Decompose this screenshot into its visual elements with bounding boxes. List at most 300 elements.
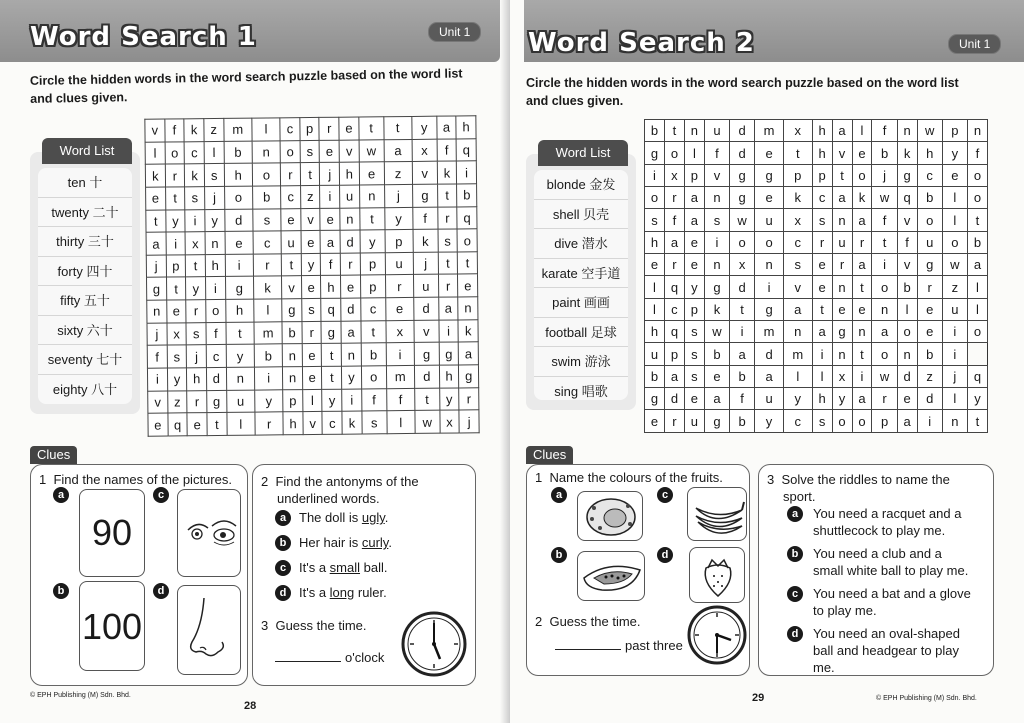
grid-cell[interactable]: o (280, 140, 300, 163)
grid-cell[interactable]: e (302, 366, 322, 389)
grid-cell[interactable]: f (321, 253, 341, 276)
grid-cell[interactable]: n (252, 140, 281, 163)
grid-cell[interactable]: e (148, 413, 168, 436)
grid-cell[interactable]: e (704, 365, 729, 387)
grid-cell[interactable]: j (872, 164, 897, 186)
grid-cell[interactable]: u (226, 390, 255, 413)
grid-cell[interactable]: i (439, 320, 459, 343)
grid-cell[interactable]: l (684, 142, 704, 164)
grid-cell[interactable]: o (852, 410, 872, 433)
grid-cell[interactable]: g (412, 184, 437, 207)
grid-cell[interactable]: t (281, 253, 301, 276)
grid-cell[interactable]: t (226, 322, 255, 345)
grid-cell[interactable]: l (942, 388, 967, 410)
grid-cell[interactable]: x (783, 209, 812, 231)
grid-cell[interactable]: b (282, 321, 302, 344)
grid-cell[interactable]: d (730, 142, 755, 164)
grid-cell[interactable]: r (253, 254, 282, 277)
grid-cell[interactable]: k (852, 187, 872, 209)
grid-cell[interactable]: f (967, 142, 987, 164)
grid-cell[interactable]: j (942, 365, 967, 387)
grid-cell[interactable]: i (942, 343, 967, 365)
grid-cell[interactable]: l (204, 141, 224, 164)
grid-cell[interactable]: s (438, 229, 458, 252)
grid-cell[interactable]: p (385, 230, 414, 253)
grid-cell[interactable]: x (185, 232, 205, 255)
grid-cell[interactable]: d (730, 276, 755, 298)
grid-cell[interactable]: n (852, 321, 872, 343)
grid-cell[interactable]: v (339, 140, 359, 163)
grid-cell[interactable]: z (942, 276, 967, 298)
answer-blank[interactable] (275, 661, 341, 662)
grid-cell[interactable]: v (303, 412, 323, 435)
grid-cell[interactable]: o (872, 343, 897, 365)
grid-cell[interactable]: e (320, 140, 340, 163)
grid-cell[interactable]: v (414, 320, 439, 343)
grid-cell[interactable]: b (224, 141, 253, 164)
grid-cell[interactable]: q (456, 138, 476, 161)
grid-cell[interactable]: k (145, 164, 165, 187)
grid-cell[interactable]: c (253, 231, 282, 254)
grid-cell[interactable]: y (167, 368, 187, 391)
grid-cell[interactable]: e (917, 298, 942, 320)
grid-cell[interactable]: g (282, 299, 302, 322)
grid-cell[interactable]: t (852, 276, 872, 298)
grid-cell[interactable]: b (730, 410, 755, 433)
grid-cell[interactable]: n (458, 297, 478, 320)
grid-cell[interactable]: d (206, 367, 226, 390)
grid-cell[interactable]: e (359, 162, 384, 185)
grid-cell[interactable]: g (730, 164, 755, 186)
grid-cell[interactable]: u (942, 298, 967, 320)
grid-cell[interactable]: t (186, 254, 206, 277)
grid-cell[interactable]: p (942, 120, 967, 142)
grid-cell[interactable]: o (730, 231, 755, 253)
grid-cell[interactable]: r (438, 274, 458, 297)
grid-cell[interactable]: w (872, 365, 897, 387)
grid-cell[interactable]: k (458, 320, 478, 343)
grid-cell[interactable]: t (967, 209, 987, 231)
grid-cell[interactable]: h (645, 231, 665, 253)
grid-cell[interactable]: q (168, 413, 188, 436)
grid-cell[interactable]: t (322, 366, 342, 389)
grid-cell[interactable]: h (645, 321, 665, 343)
grid-cell[interactable]: h (187, 368, 207, 391)
grid-cell[interactable]: u (684, 410, 704, 433)
grid-cell[interactable]: d (755, 343, 784, 365)
grid-cell[interactable]: y (412, 116, 437, 139)
grid-cell[interactable]: u (704, 120, 729, 142)
grid-cell[interactable]: t (458, 252, 478, 275)
grid-cell[interactable]: a (146, 232, 166, 255)
grid-cell[interactable]: v (282, 276, 302, 299)
grid-cell[interactable]: g (704, 410, 729, 433)
grid-cell[interactable]: q (457, 206, 477, 229)
grid-cell[interactable]: b (967, 231, 987, 253)
grid-cell[interactable]: r (165, 164, 185, 187)
grid-cell[interactable]: a (704, 388, 729, 410)
grid-cell[interactable]: a (832, 120, 852, 142)
grid-cell[interactable]: g (645, 142, 665, 164)
grid-cell[interactable]: u (413, 275, 438, 298)
grid-cell[interactable]: r (664, 410, 684, 433)
grid-cell[interactable]: t (438, 252, 458, 275)
grid-cell[interactable]: a (783, 298, 812, 320)
grid-cell[interactable]: k (184, 119, 204, 142)
grid-cell[interactable]: p (300, 117, 320, 140)
grid-cell[interactable]: e (225, 231, 254, 254)
grid-cell[interactable]: g (917, 254, 942, 276)
grid-cell[interactable]: r (385, 275, 414, 298)
grid-cell[interactable]: i (166, 232, 186, 255)
grid-cell[interactable]: m (755, 120, 784, 142)
grid-cell[interactable]: y (832, 388, 852, 410)
grid-cell[interactable]: o (967, 321, 987, 343)
grid-cell[interactable]: r (319, 117, 339, 140)
grid-cell[interactable]: t (437, 184, 457, 207)
grid-cell[interactable]: e (301, 276, 321, 299)
grid-cell[interactable]: h (812, 388, 832, 410)
grid-cell[interactable]: w (872, 187, 897, 209)
grid-cell[interactable]: c (281, 186, 301, 209)
grid-cell[interactable]: d (917, 388, 942, 410)
grid-cell[interactable]: j (384, 184, 413, 207)
grid-cell[interactable]: e (832, 298, 852, 320)
grid-cell[interactable]: g (755, 298, 784, 320)
grid-cell[interactable]: n (283, 367, 303, 390)
grid-cell[interactable]: t (165, 187, 185, 210)
grid-cell[interactable]: t (359, 117, 384, 140)
grid-cell[interactable]: a (812, 321, 832, 343)
grid-cell[interactable]: z (204, 118, 224, 141)
grid-cell[interactable]: e (166, 300, 186, 323)
grid-cell[interactable]: y (186, 277, 206, 300)
grid-cell[interactable]: i (812, 343, 832, 365)
grid-cell[interactable]: s (204, 164, 224, 187)
grid-cell[interactable]: a (852, 209, 872, 231)
grid-cell[interactable]: q (897, 187, 917, 209)
grid-cell[interactable]: a (436, 116, 456, 139)
grid-cell[interactable]: a (684, 209, 704, 231)
grid-cell[interactable]: e (281, 208, 301, 231)
grid-cell[interactable]: t (967, 410, 987, 433)
grid-cell[interactable]: k (342, 411, 362, 434)
grid-cell[interactable]: g (321, 321, 341, 344)
grid-cell[interactable]: e (812, 254, 832, 276)
grid-cell[interactable]: g (704, 276, 729, 298)
grid-cell[interactable]: d (340, 230, 360, 253)
grid-cell[interactable]: n (897, 343, 917, 365)
grid-cell[interactable]: n (704, 254, 729, 276)
grid-cell[interactable]: e (341, 275, 361, 298)
grid-cell[interactable]: l (645, 298, 665, 320)
grid-cell[interactable]: t (300, 163, 320, 186)
grid-cell[interactable]: o (224, 186, 253, 209)
grid-cell[interactable]: j (147, 323, 167, 346)
grid-cell[interactable]: l (897, 298, 917, 320)
grid-cell[interactable]: k (253, 276, 282, 299)
grid-cell[interactable]: n (967, 120, 987, 142)
grid-cell[interactable]: m (783, 343, 812, 365)
grid-cell[interactable]: p (684, 164, 704, 186)
grid-cell[interactable]: n (704, 187, 729, 209)
grid-cell[interactable]: f (386, 388, 415, 411)
grid-cell[interactable]: h (339, 162, 359, 185)
grid-cell[interactable]: g (730, 187, 755, 209)
grid-cell[interactable]: r (812, 231, 832, 253)
grid-cell[interactable]: v (897, 209, 917, 231)
grid-cell[interactable]: y (255, 389, 284, 412)
grid-cell[interactable]: n (832, 343, 852, 365)
grid-cell[interactable]: o (917, 209, 942, 231)
grid-cell[interactable]: b (457, 184, 477, 207)
grid-cell[interactable]: s (684, 365, 704, 387)
grid-cell[interactable]: j (187, 345, 207, 368)
grid-cell[interactable]: l (852, 120, 872, 142)
grid-cell[interactable]: p (360, 253, 385, 276)
grid-cell[interactable]: o (872, 276, 897, 298)
grid-cell[interactable]: i (457, 161, 477, 184)
grid-cell[interactable]: r (664, 187, 684, 209)
grid-cell[interactable]: f (413, 207, 438, 230)
grid-cell[interactable]: c (361, 298, 386, 321)
grid-cell[interactable]: x (832, 365, 852, 387)
grid-cell[interactable]: h (812, 120, 832, 142)
grid-cell[interactable]: p (812, 164, 832, 186)
grid-cell[interactable]: r (832, 254, 852, 276)
grid-cell[interactable]: d (341, 298, 361, 321)
grid-cell[interactable]: r (664, 254, 684, 276)
grid-cell[interactable]: a (755, 365, 784, 387)
grid-cell[interactable]: o (832, 410, 852, 433)
grid-cell[interactable]: v (783, 276, 812, 298)
grid-cell[interactable]: n (147, 300, 167, 323)
grid-cell[interactable]: t (207, 413, 227, 436)
grid-cell[interactable]: e (684, 231, 704, 253)
grid-cell[interactable]: o (852, 164, 872, 186)
grid-cell[interactable]: c (322, 412, 342, 435)
grid-cell[interactable]: y (783, 388, 812, 410)
grid-cell[interactable]: x (730, 254, 755, 276)
grid-cell[interactable]: h (321, 276, 341, 299)
grid-cell[interactable]: l (227, 412, 256, 435)
grid-cell[interactable]: p (664, 343, 684, 365)
grid-cell[interactable]: n (684, 120, 704, 142)
grid-cell[interactable]: a (341, 321, 361, 344)
grid-cell[interactable]: s (300, 140, 320, 163)
grid-cell[interactable]: k (783, 187, 812, 209)
grid-cell[interactable]: a (438, 297, 458, 320)
grid-cell[interactable]: w (359, 139, 384, 162)
grid-cell[interactable]: i (342, 389, 362, 412)
grid-cell[interactable]: m (223, 118, 252, 141)
grid-cell[interactable]: u (755, 209, 784, 231)
grid-cell[interactable]: c (917, 164, 942, 186)
grid-cell[interactable]: c (783, 231, 812, 253)
grid-cell[interactable]: f (897, 231, 917, 253)
grid-cell[interactable]: l (145, 142, 165, 165)
grid-cell[interactable]: a (458, 342, 478, 365)
grid-cell[interactable]: t (383, 116, 412, 139)
grid-cell[interactable]: v (832, 142, 852, 164)
grid-cell[interactable]: l (942, 187, 967, 209)
grid-cell[interactable]: f (437, 139, 457, 162)
grid-cell[interactable]: e (917, 321, 942, 343)
grid-cell[interactable]: l (967, 298, 987, 320)
grid-cell[interactable]: s (684, 343, 704, 365)
grid-cell[interactable]: y (755, 410, 784, 433)
grid-cell[interactable]: t (322, 344, 342, 367)
grid-cell[interactable]: d (897, 365, 917, 387)
grid-cell[interactable]: h (205, 254, 225, 277)
grid-cell[interactable]: t (415, 388, 440, 411)
grid-cell[interactable]: f (206, 322, 226, 345)
grid-cell[interactable]: s (253, 208, 282, 231)
grid-cell[interactable]: b (645, 120, 665, 142)
grid-cell[interactable]: m (386, 365, 415, 388)
grid-cell[interactable]: o (897, 321, 917, 343)
grid-cell[interactable]: t (852, 343, 872, 365)
grid-cell[interactable]: e (897, 388, 917, 410)
grid-cell[interactable]: i (320, 185, 340, 208)
grid-cell[interactable]: k (437, 161, 457, 184)
grid-cell[interactable]: a (852, 388, 872, 410)
grid-cell[interactable]: t (166, 277, 186, 300)
grid-cell[interactable]: s (812, 209, 832, 231)
grid-cell[interactable]: a (832, 187, 852, 209)
grid-cell[interactable]: o (206, 300, 226, 323)
grid-cell[interactable]: p (783, 164, 812, 186)
grid-cell[interactable]: a (684, 187, 704, 209)
grid-cell[interactable]: m (755, 321, 784, 343)
grid-cell[interactable]: l (783, 365, 812, 387)
grid-cell[interactable]: y (942, 142, 967, 164)
grid-cell[interactable]: l (645, 276, 665, 298)
grid-cell[interactable]: y (684, 276, 704, 298)
grid-cell[interactable]: s (167, 345, 187, 368)
grid-cell[interactable]: m (254, 322, 283, 345)
grid-cell[interactable]: j (459, 410, 479, 433)
grid-cell[interactable]: n (832, 276, 852, 298)
grid-cell[interactable]: n (832, 209, 852, 231)
grid-cell[interactable]: u (385, 252, 414, 275)
grid-cell[interactable]: b (254, 344, 283, 367)
grid-cell[interactable]: i (147, 368, 167, 391)
grid-cell[interactable]: g (207, 390, 227, 413)
grid-cell[interactable]: s (362, 411, 387, 434)
grid-cell[interactable]: s (704, 209, 729, 231)
grid-cell[interactable]: e (684, 254, 704, 276)
grid-cell[interactable]: e (320, 208, 340, 231)
grid-cell[interactable]: y (205, 209, 225, 232)
grid-cell[interactable]: k (185, 164, 205, 187)
grid-cell[interactable]: g (414, 343, 439, 366)
grid-cell[interactable]: t (730, 298, 755, 320)
grid-cell[interactable]: n (226, 367, 255, 390)
grid-cell[interactable]: t (832, 164, 852, 186)
grid-cell[interactable]: i (852, 365, 872, 387)
grid-cell[interactable]: g (832, 321, 852, 343)
grid-cell[interactable]: h (224, 163, 253, 186)
grid-cell[interactable]: y (301, 253, 321, 276)
grid-cell[interactable]: x (783, 120, 812, 142)
grid-cell[interactable]: u (755, 388, 784, 410)
grid-cell[interactable]: s (645, 209, 665, 231)
grid-cell[interactable]: e (146, 187, 166, 210)
grid-cell[interactable]: y (322, 389, 342, 412)
grid-cell[interactable]: i (872, 254, 897, 276)
grid-cell[interactable]: o (967, 164, 987, 186)
grid-cell[interactable]: i (225, 254, 254, 277)
grid-cell[interactable]: e (812, 276, 832, 298)
grid-cell[interactable]: h (439, 365, 459, 388)
grid-cell[interactable]: y (360, 230, 385, 253)
grid-cell[interactable]: x (167, 323, 187, 346)
grid-cell[interactable]: g (459, 365, 479, 388)
grid-cell[interactable]: i (704, 231, 729, 253)
grid-cell[interactable]: w (704, 321, 729, 343)
grid-cell[interactable]: t (783, 142, 812, 164)
grid-cell[interactable]: a (852, 254, 872, 276)
grid-cell[interactable]: w (917, 120, 942, 142)
grid-cell[interactable]: e (852, 142, 872, 164)
grid-cell[interactable]: o (967, 187, 987, 209)
grid-cell[interactable]: f (730, 388, 755, 410)
grid-cell[interactable]: i (942, 321, 967, 343)
grid-cell[interactable]: w (415, 410, 440, 433)
grid-cell[interactable]: k (704, 298, 729, 320)
grid-cell[interactable]: g (225, 277, 254, 300)
grid-cell[interactable]: t (872, 231, 897, 253)
grid-cell[interactable]: e (852, 298, 872, 320)
grid-cell[interactable]: p (684, 298, 704, 320)
grid-cell[interactable]: p (872, 410, 897, 433)
grid-cell[interactable]: e (645, 410, 665, 433)
grid-cell[interactable]: v (145, 119, 165, 142)
grid-cell[interactable]: c (783, 410, 812, 433)
grid-cell[interactable]: a (967, 254, 987, 276)
grid-cell[interactable]: q (967, 365, 987, 387)
grid-cell[interactable]: y (967, 388, 987, 410)
grid-cell[interactable]: r (917, 276, 942, 298)
grid-cell[interactable]: k (413, 229, 438, 252)
grid-cell[interactable]: j (320, 162, 340, 185)
grid-cell[interactable]: n (359, 185, 384, 208)
grid-cell[interactable]: g (439, 342, 459, 365)
grid-cell[interactable]: b (730, 365, 755, 387)
grid-cell[interactable]: d (414, 297, 439, 320)
grid-cell[interactable]: q (664, 321, 684, 343)
grid-cell[interactable]: f (147, 345, 167, 368)
grid-cell[interactable]: z (917, 365, 942, 387)
grid-cell[interactable]: r (280, 163, 300, 186)
grid-cell[interactable]: t (812, 298, 832, 320)
grid-cell[interactable]: t (146, 210, 166, 233)
grid-cell[interactable]: t (664, 120, 684, 142)
grid-cell[interactable]: i (254, 367, 283, 390)
grid-cell[interactable]: e (942, 164, 967, 186)
grid-cell[interactable]: g (755, 164, 784, 186)
grid-cell[interactable]: l (812, 365, 832, 387)
grid-cell[interactable]: q (321, 298, 341, 321)
grid-cell[interactable]: i (917, 410, 942, 433)
grid-cell[interactable]: n (783, 321, 812, 343)
grid-cell[interactable]: e (684, 388, 704, 410)
grid-cell[interactable]: n (341, 343, 361, 366)
grid-cell[interactable]: v (412, 161, 437, 184)
grid-cell[interactable]: y (226, 345, 255, 368)
grid-cell[interactable]: u (281, 231, 301, 254)
